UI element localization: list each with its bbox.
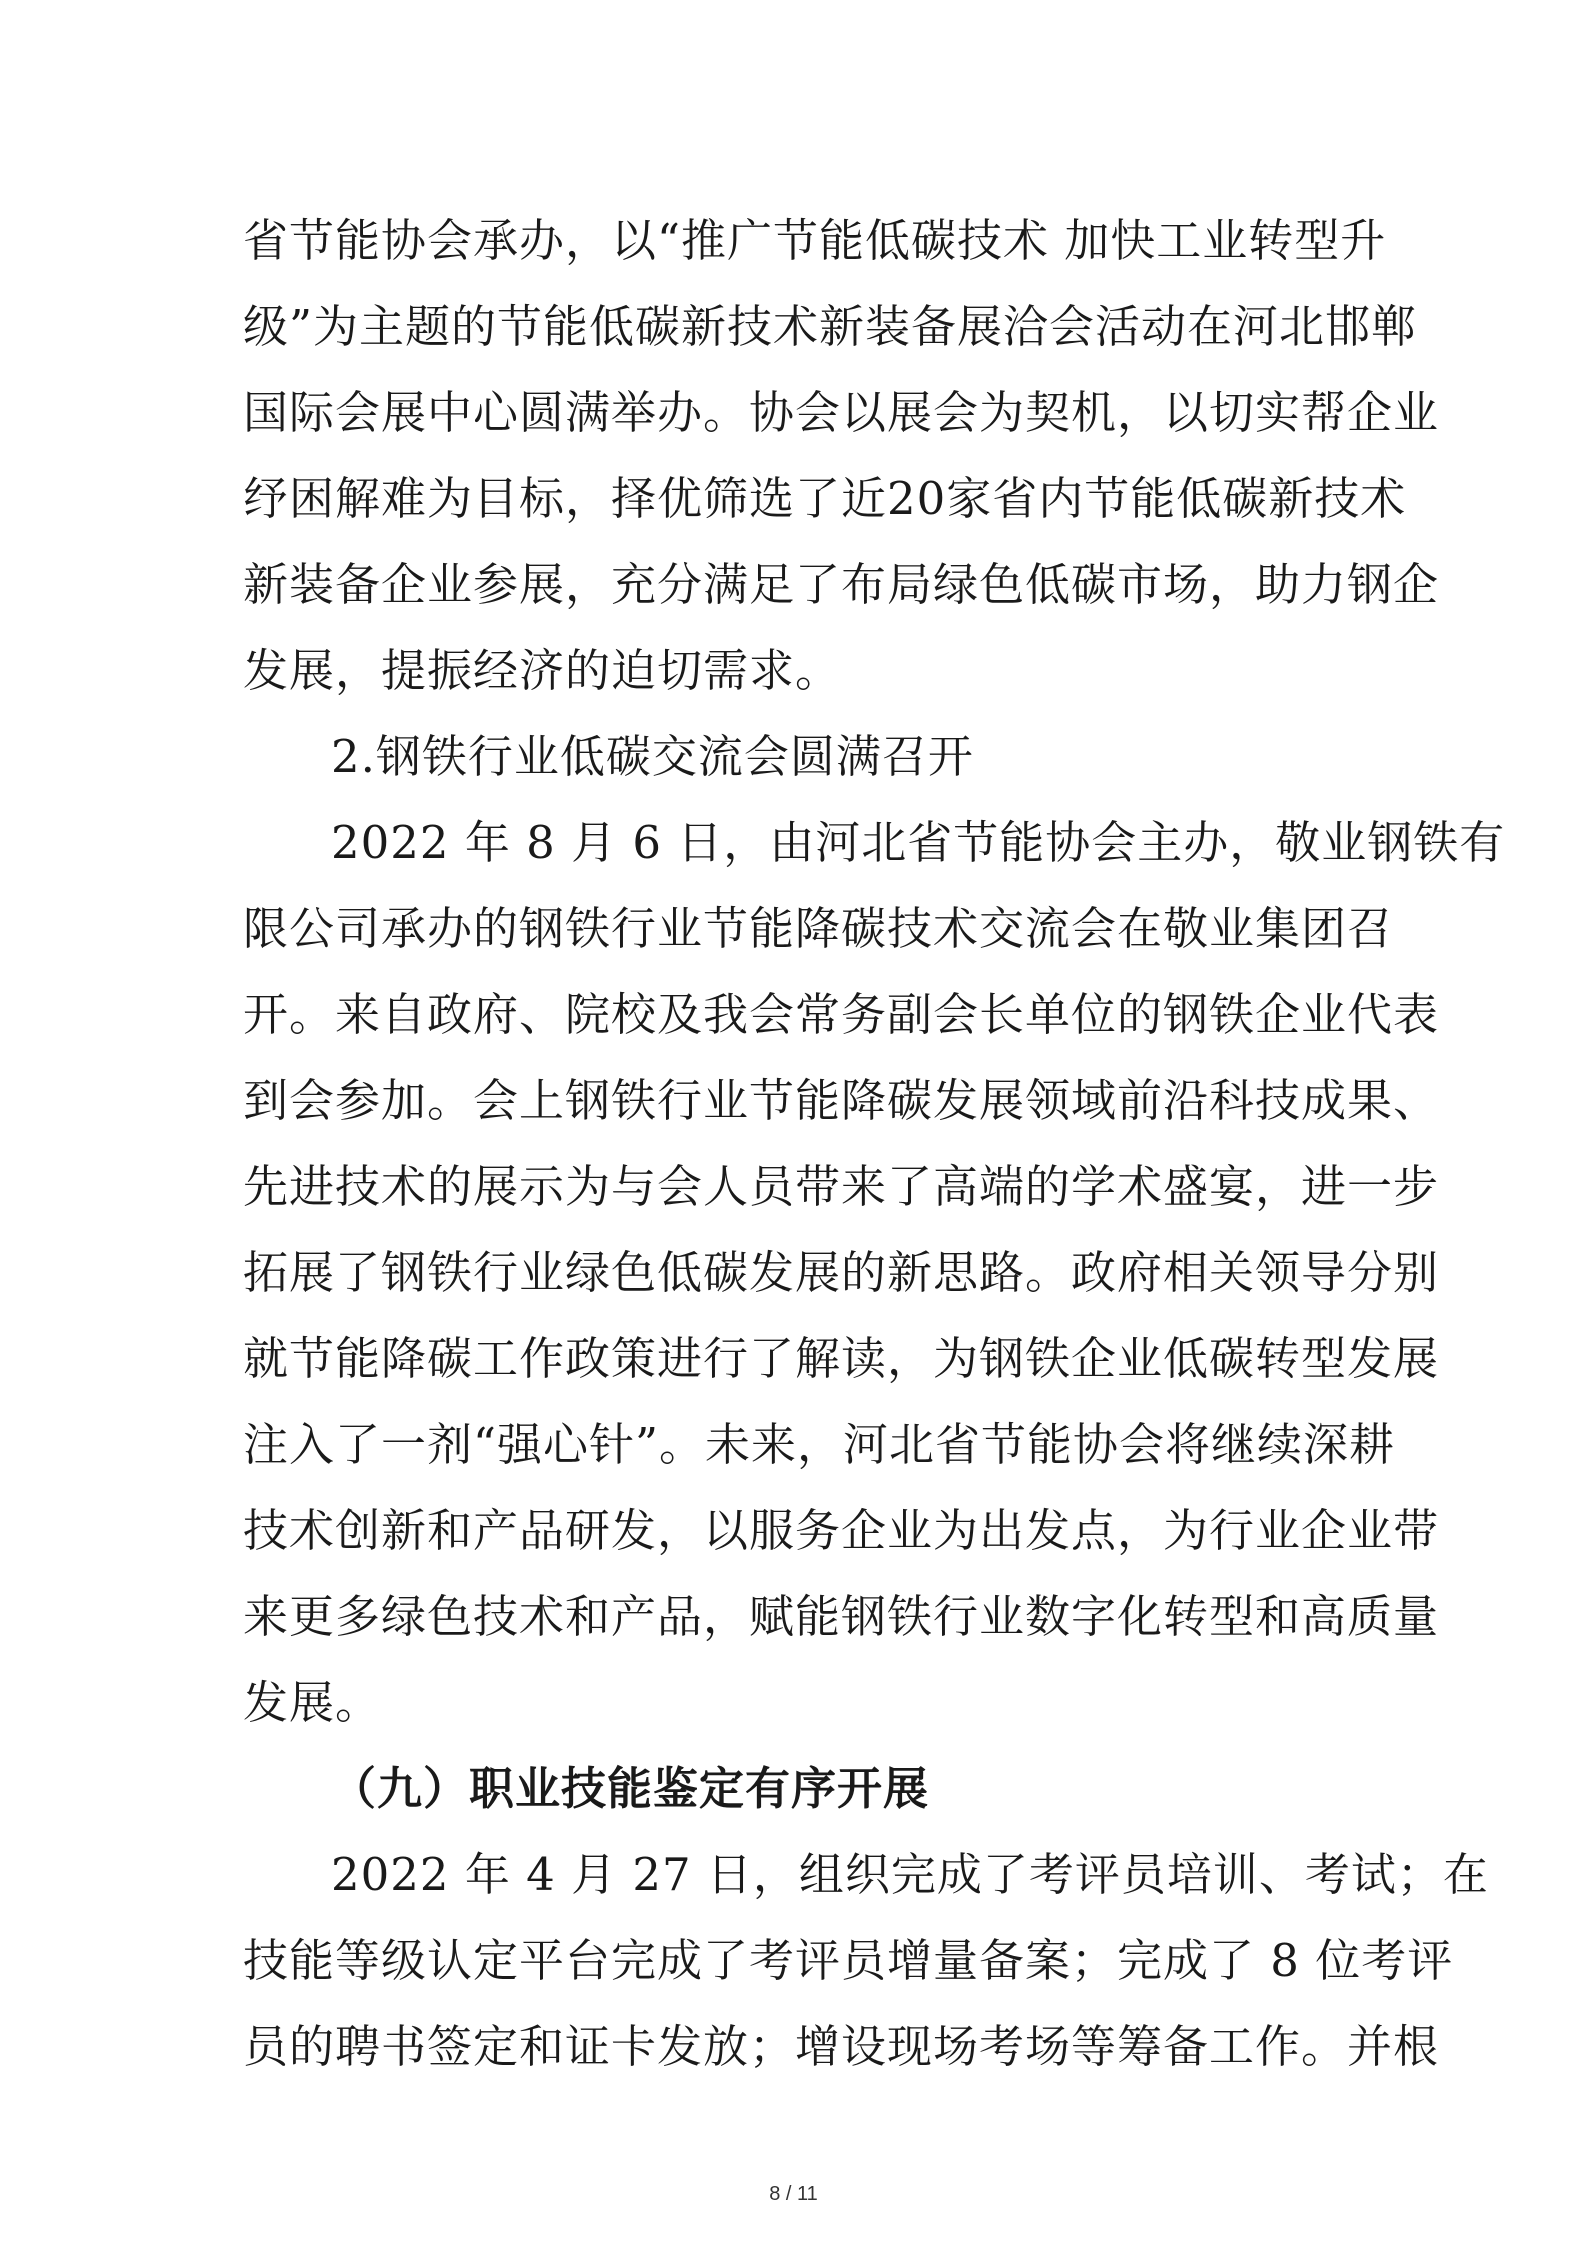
body-text xyxy=(243,198,1506,2090)
section-heading: （九）职业技能鉴定有序开展 xyxy=(331,1762,930,1815)
paragraph-line: 纾困解难为目标，择优筛选了近20家省内节能低碳新技术 xyxy=(243,472,1407,525)
paragraph-line: 发展。 xyxy=(243,1676,382,1729)
paragraph-line: 先进技术的展示为与会人员带来了高端的学术盛宴，进一步 xyxy=(243,1160,1440,1213)
paragraph-line: 就节能降碳工作政策进行了解读，为钢铁企业低碳转型发展 xyxy=(243,1332,1440,1385)
paragraph-line: 限公司承办的钢铁行业节能降碳技术交流会在敬业集团召 xyxy=(243,902,1394,955)
paragraph-line: 技能等级认定平台完成了考评员增量备案；完成了 8 位考评 xyxy=(243,1934,1454,1987)
paragraph-line: 员的聘书签定和证卡发放；增设现场考场等筹备工作。并根 xyxy=(243,2020,1440,2073)
paragraph-line: 开。来自政府、院校及我会常务副会长单位的钢铁企业代表 xyxy=(243,988,1440,1041)
paragraph-line: 技术创新和产品研发，以服务企业为出发点，为行业企业带 xyxy=(243,1504,1440,1557)
paragraph-line: 到会参加。会上钢铁行业节能降碳发展领域前沿科技成果、 xyxy=(243,1074,1440,1127)
paragraph-line: 2022 年 8 月 6 日，由河北省节能协会主办，敬业钢铁有 xyxy=(331,816,1506,869)
page-number: 8 / 11 xyxy=(769,2183,818,2205)
paragraph-line: 发展，提振经济的迫切需求。 xyxy=(243,644,842,697)
paragraph-line: 注入了一剂“强心针”。未来，河北省节能协会将继续深耕 xyxy=(243,1418,1396,1471)
paragraph-line: 拓展了钢铁行业绿色低碳发展的新思路。政府相关领导分别 xyxy=(243,1246,1440,1299)
paragraph-line: 新装备企业参展，充分满足了布局绿色低碳市场，助力钢企 xyxy=(243,558,1440,611)
paragraph-line: 来更多绿色技术和产品，赋能钢铁行业数字化转型和高质量 xyxy=(243,1590,1440,1643)
paragraph-line: 国际会展中心圆满举办。协会以展会为契机，以切实帮企业 xyxy=(243,386,1440,439)
paragraph-line: 级”为主题的节能低碳新技术新装备展洽会活动在河北邯郸 xyxy=(243,300,1418,353)
paragraph-line: 2022 年 4 月 27 日，组织完成了考评员培训、考试；在 xyxy=(331,1848,1489,1901)
subsection-heading: 2.钢铁行业低碳交流会圆满召开 xyxy=(331,730,974,783)
paragraph-line: 省节能协会承办，以“推广节能低碳技术 加快工业转型升 xyxy=(243,214,1387,267)
